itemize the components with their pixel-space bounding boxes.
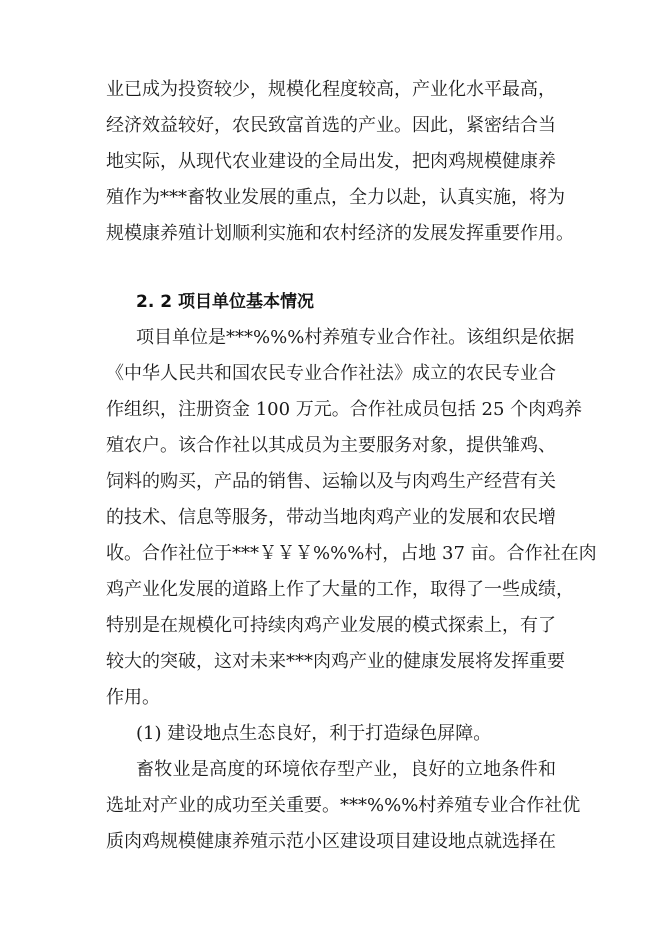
para2-line-4: 殖农户。该合作社以其成员为主要服务对象，提供雏鸡、 (106, 435, 556, 456)
para1-line-4: 殖作为***畜牧业发展的重点，全力以赴，认真实施，将为 (106, 187, 565, 208)
para1-line-5: 规模康养殖计划顺利实施和农村经济的发展发挥重要作用。 (106, 223, 574, 244)
para2-line-3: 作组织，注册资金 100 万元。合作社成员包括 25 个肉鸡养 (106, 399, 583, 420)
para2-line-2: 《中华人民共和国农民专业合作社法》成立的农民专业合 (106, 363, 556, 384)
para2-line-9: 特别是在规模化可持续肉鸡产业发展的模式探索上，有了 (106, 615, 556, 636)
para1-line-3: 地实际，从现代农业建设的全局出发，把肉鸡规模健康养 (106, 151, 556, 172)
section-heading: 2. 2 项目单位基本情况 (136, 292, 314, 312)
para3-line-3: 质肉鸡规模健康养殖示范小区建设项目建设地点就选择在 (106, 831, 556, 852)
para2-line-5: 饲料的购买，产品的销售、运输以及与肉鸡生产经营有关 (106, 471, 556, 492)
para2-line-1: 项目单位是***%%%村养殖专业合作社。该组织是依据 (136, 327, 575, 348)
list-item-1: (1) 建设地点生态良好，利于打造绿色屏障。 (136, 723, 492, 744)
para2-line-7: 收。合作社位于***￥￥￥%%%村，占地 37 亩。合作社在肉 (106, 543, 597, 564)
para1-line-1: 业已成为投资较少，规模化程度较高，产业化水平最高， (106, 79, 556, 100)
para3-line-1: 畜牧业是高度的环境依存型产业，良好的立地条件和 (136, 759, 556, 780)
para2-line-10: 较大的突破，这对未来***肉鸡产业的健康发展将发挥重要 (106, 651, 565, 672)
para2-line-8: 鸡产业化发展的道路上作了大量的工作，取得了一些成绩， (106, 579, 574, 600)
para1-line-2: 经济效益较好，农民致富首选的产业。因此，紧密结合当 (106, 115, 556, 136)
para2-line-6: 的技术、信息等服务，带动当地肉鸡产业的发展和农民增 (106, 507, 556, 528)
para2-line-11: 作用。 (106, 687, 160, 708)
para3-line-2: 选址对产业的成功至关重要。***%%%村养殖专业合作社优 (106, 795, 581, 816)
